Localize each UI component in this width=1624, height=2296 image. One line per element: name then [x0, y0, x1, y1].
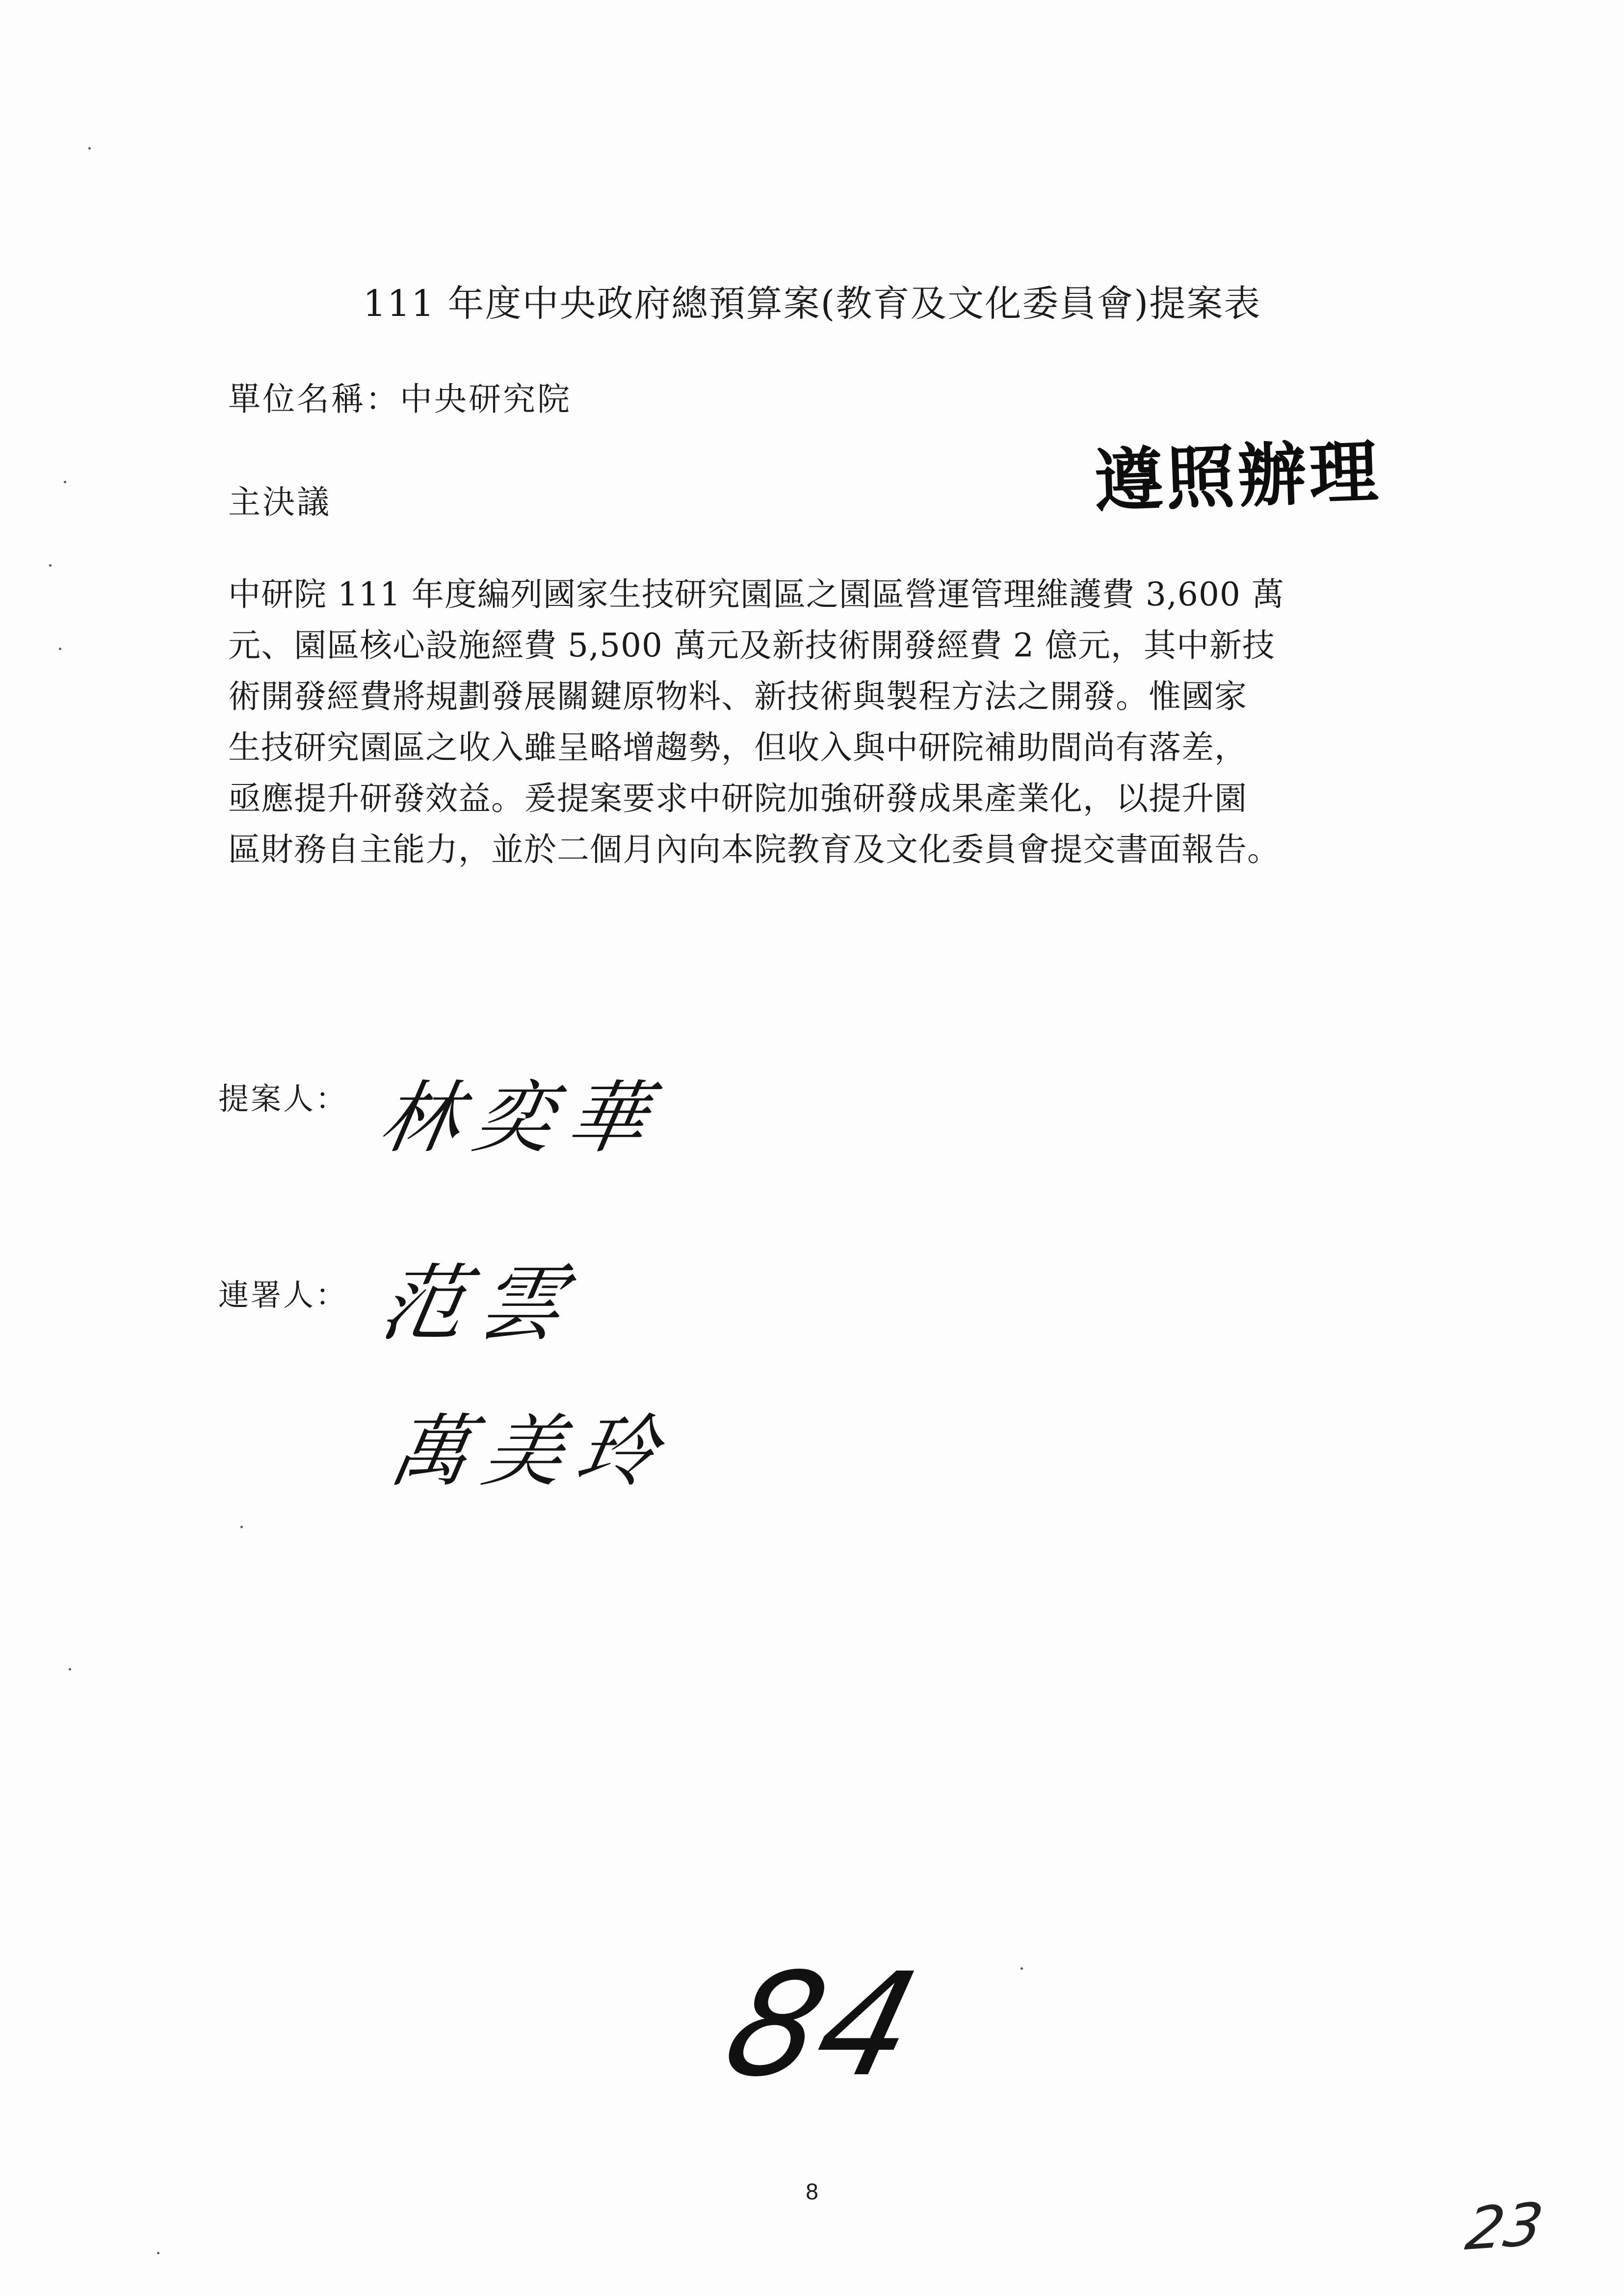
document-title: 111 年度中央政府總預算案(教育及文化委員會)提案表 [363, 283, 1261, 325]
resolution-body [228, 569, 1406, 875]
scan-speck [240, 1526, 243, 1528]
handwritten-center-number: 84 [710, 1943, 933, 2108]
scan-speck [88, 147, 91, 150]
cosigner-signature: 范雲 [372, 1255, 586, 1353]
scan-speck [64, 481, 66, 483]
scan-speck [157, 2252, 159, 2254]
cosigner-signature: 萬美玲 [383, 1406, 680, 1497]
scan-speck [59, 648, 61, 650]
resolution-heading: 主決議 [228, 483, 331, 521]
handwritten-corner-number: 23 [1462, 2190, 1547, 2264]
scan-speck [1021, 1967, 1023, 1970]
page-number: 8 [806, 2179, 818, 2204]
scan-speck [69, 1668, 71, 1670]
body-line: 中研院 111 年度編列國家生技研究園區之園區營運管理維護費 3,600 萬 [228, 575, 1284, 613]
body-line: 亟應提升研發效益。爰提案要求中研院加強研發成果產業化，以提升園 [228, 780, 1247, 817]
unit-name-line: 單位名稱：中央研究院 [228, 380, 572, 418]
body-line: 元、園區核心設施經費 5,500 萬元及新技術開發經費 2 億元，其中新技 [228, 626, 1275, 664]
body-line: 區財務自主能力，並於二個月內向本院教育及文化委員會提交書面報告。 [228, 831, 1280, 868]
scan-speck [49, 564, 52, 567]
handwritten-approval-note: 遵照辦理 [1093, 432, 1383, 522]
proposer-signature: 林奕華 [373, 1072, 670, 1164]
body-line: 術開發經費將規劃發展關鍵原物料、新技術與製程方法之開發。惟國家 [228, 678, 1247, 715]
cosigner-label: 連署人： [218, 1277, 348, 1313]
body-line: 生技研究園區之收入雖呈略增趨勢，但收入與中研院補助間尚有落差， [228, 729, 1247, 766]
proposer-label: 提案人： [218, 1081, 348, 1117]
